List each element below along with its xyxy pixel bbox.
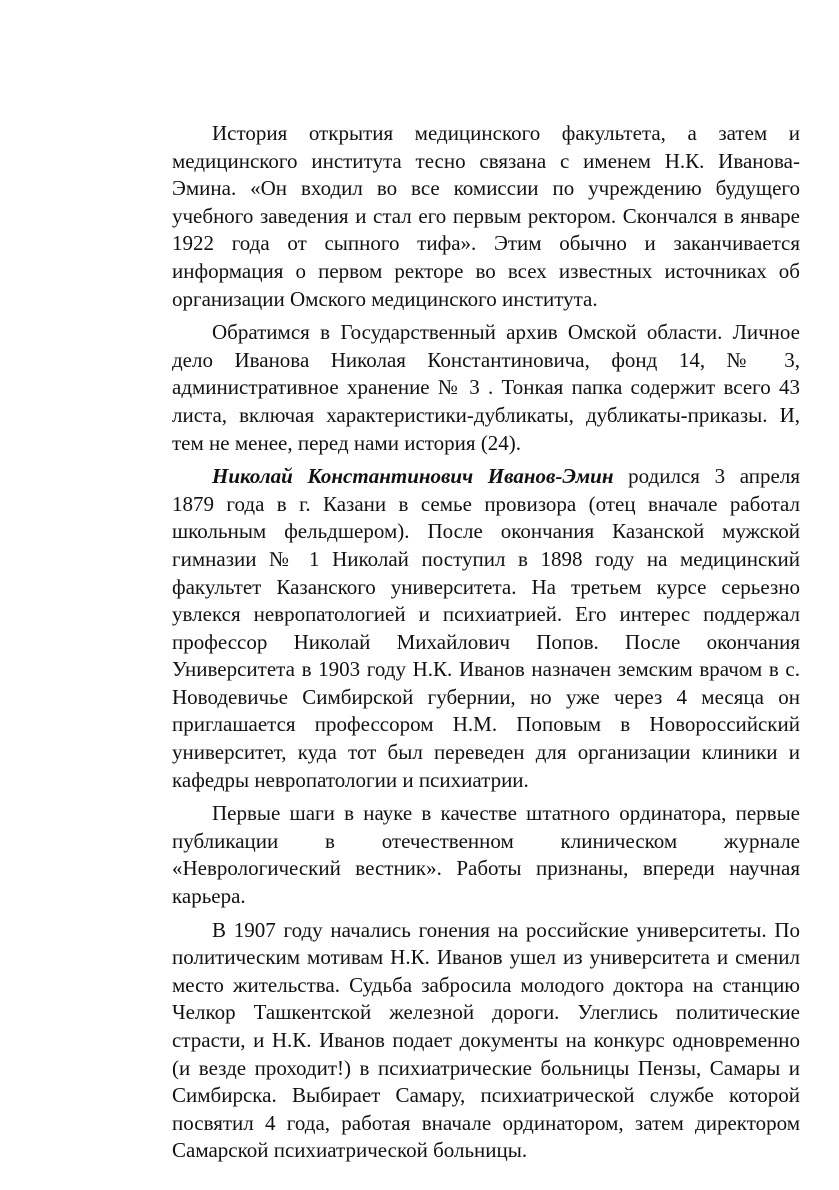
body-text [172,120,800,1171]
paragraph-text: В 1907 году начались гонения на российские университеты. По политическим мотивам Н.К. Иванов ушел из университета и сменил место жительства. Судьба забросила молодого доктора на станцию Челкор Ташкентской железной дороги. Улеглись политические страсти, и Н.К. Иванов подает документы на конкурс одновременно (и везде проходит!) в психиатрические больницы Пензы, Самары и Симбирска. Выбирает Самару, психиатрической службе которой посвятил 4 года, работая вначале ординатором, затем директором Самарской психиатрической больницы. [172,917,800,1163]
person-name: Николай Константинович Иванов-Эмин [212,464,614,489]
paragraph-1907 [172,917,800,1165]
paragraph-text: История открытия медицинского факультета, а затем и медицинского института тесно связана с именем Н.К. Иванова-Эмина. «Он входил во все комиссии по учреждению будущего учебного заведения и стал его первым ректором. Скончался в январе 1922 года от сыпного тифа». Этим обычно и заканчивается информация о первом ректоре во всех известных источниках об организации Омского медицинского института. [172,121,800,311]
paragraph-history-intro [172,120,800,313]
paragraph-text: Первые шаги в науке в качестве штатного ординатора, первые публикации в отечественном клиническом журнале «Неврологический вестник». Работы признаны, впереди научная карьера. [172,801,800,909]
paragraph-text: Обратимся в Государственный архив Омской области. Личное дело Иванова Николая Константиновича, фонд 14, № 3, административное хранение № 3 . Тонкая папка содержит всего 43 листа, включая характеристики-дубликаты, дубликаты-приказы. И, тем не менее, перед нами история (24). [172,320,800,455]
paragraph-archive [172,319,800,457]
paragraph-text: родился 3 апреля 1879 года в г. Казани в семье провизора (отец вначале работал школьным фельдшером). После окончания Казанской мужской гимназии № 1 Николай поступил в 1898 году на медицинский факультет Казанского университета. На третьем курсе серьезно увлекся невропатологией и психиатрией. Его интерес поддержал профессор Николай Михайлович Попов. После окончания Университета в 1903 году Н.К. Иванов назначен земским врачом в с. Новодевичье Симбирской губернии, но уже через 4 месяца он приглашается профессором Н.М. Поповым в Новороссийский университет, куда тот был переведен для организации клиники и кафедры невропатологии и психиатрии. [172,464,800,792]
paragraph-biography [172,463,800,794]
paragraph-first-steps [172,800,800,910]
